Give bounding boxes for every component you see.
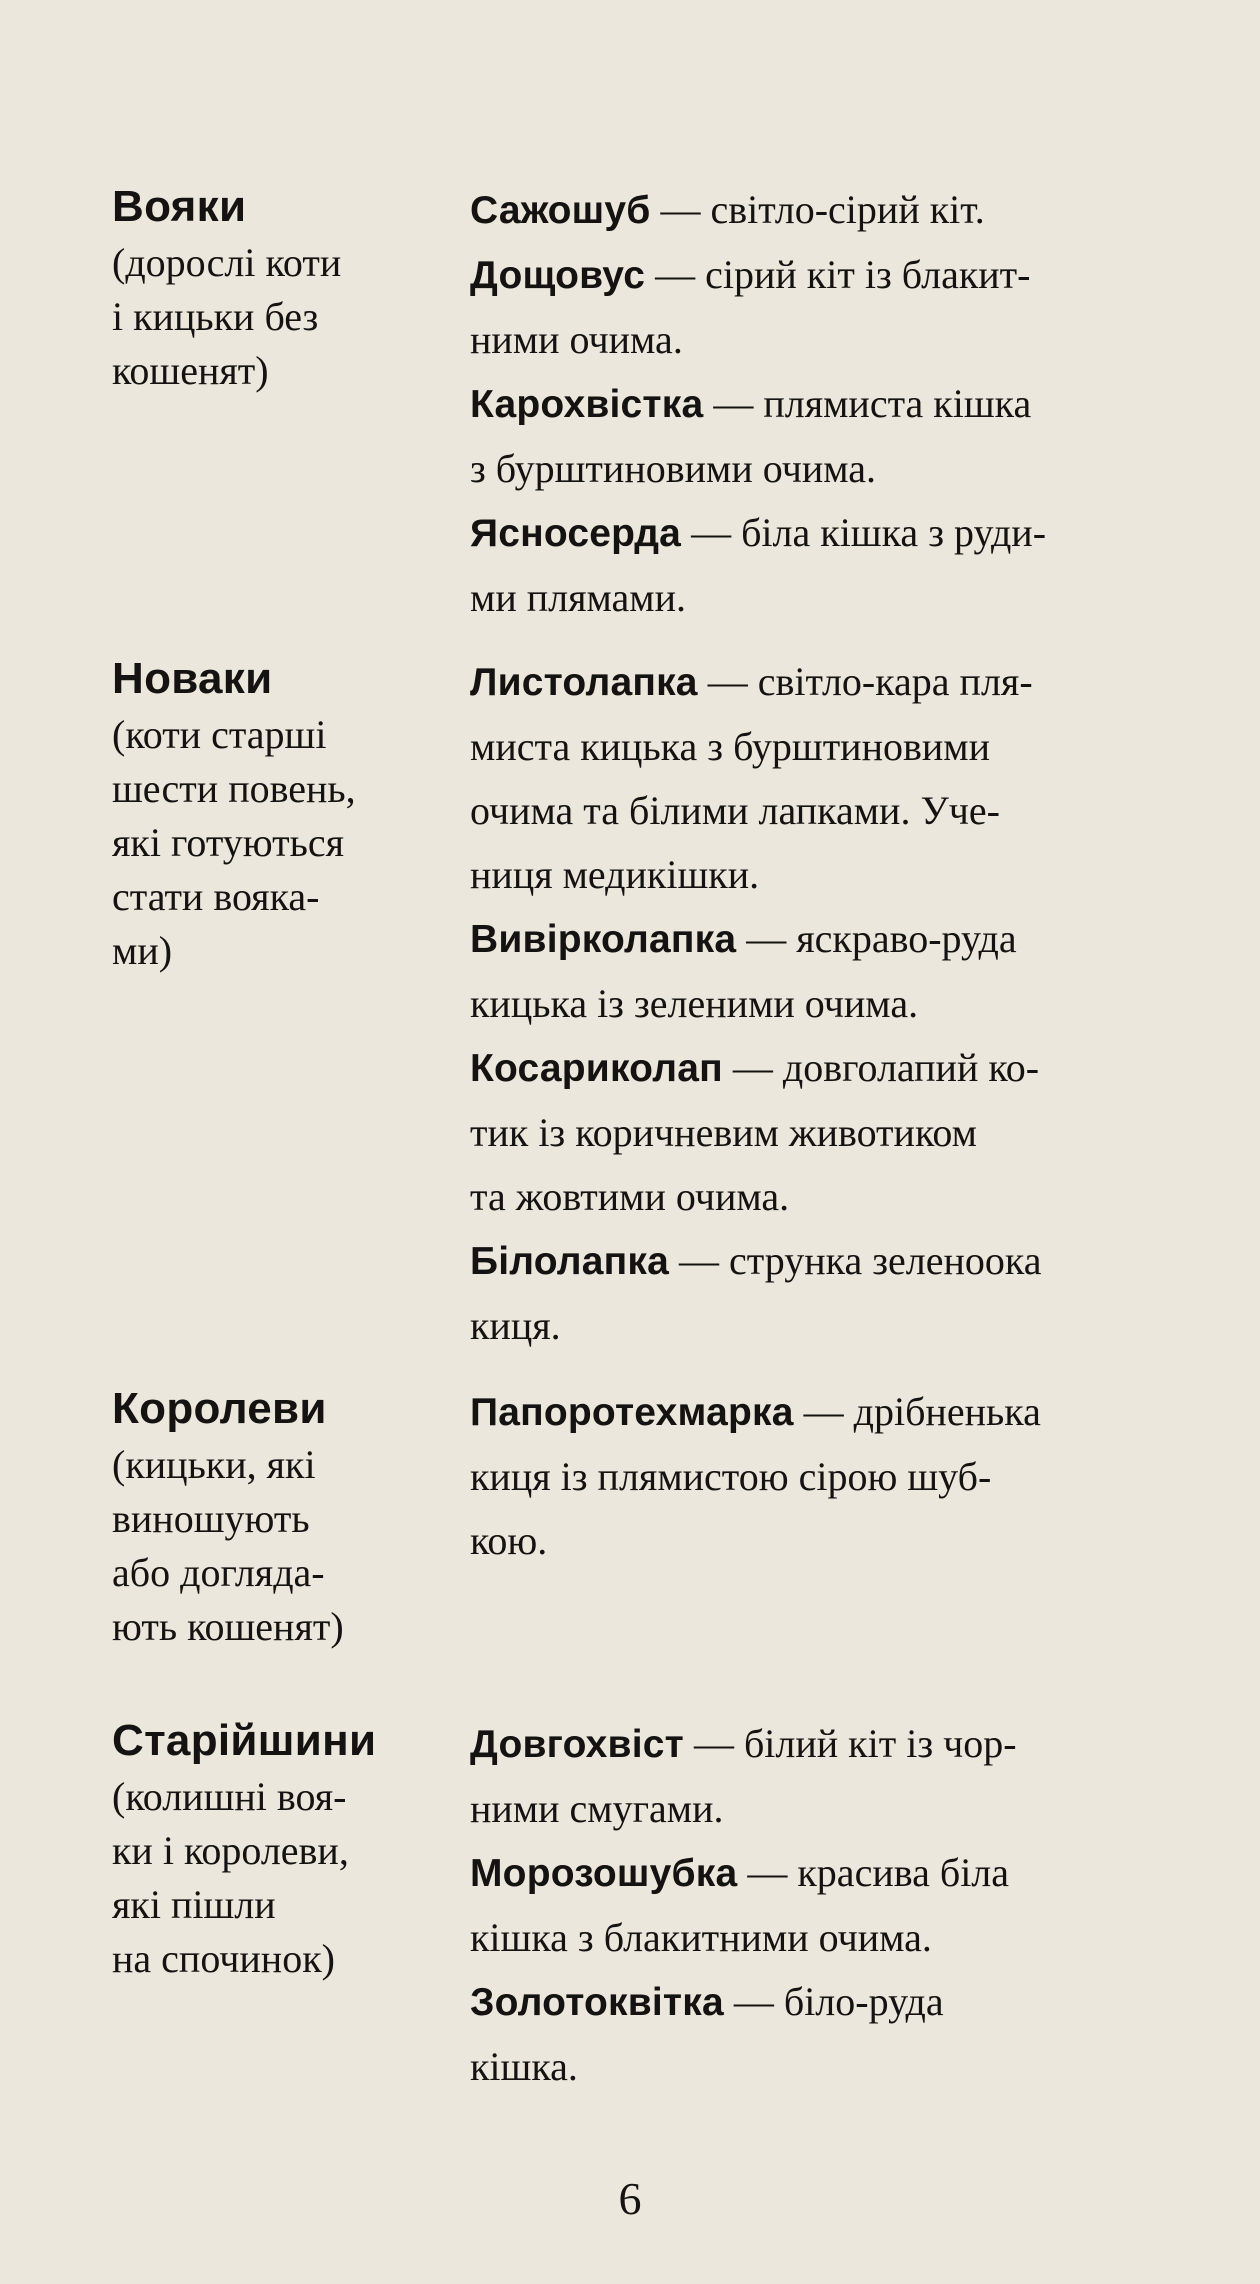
rank-description: (колишні воя- ки і королеви, які пішли на спочинок) — [112, 1774, 349, 1981]
cat-name: Косариколап — [470, 1047, 723, 1090]
cat-list — [470, 178, 1200, 630]
cat-name: Ясносерда — [470, 512, 682, 555]
cat-entry: Сажошуб — світло-сірий кіт. — [470, 187, 985, 232]
rank-title: Новаки — [112, 654, 273, 703]
cat-name: Довгохвіст — [470, 1723, 684, 1766]
rank-title: Старійшини — [112, 1716, 377, 1765]
cat-entry: Ясносерда — біла кішка з руди- ми плямами. — [470, 510, 1047, 620]
cat-entry: Золотоквітка — біло-руда кішка. — [470, 1979, 944, 2089]
cat-name: Папоротехмарка — [470, 1391, 794, 1434]
rank-column — [112, 650, 412, 978]
rank-description: (коти старші шести повень, які готуються стати вояка- ми) — [112, 712, 356, 973]
cat-name: Білолапка — [470, 1240, 670, 1283]
rank-title: Вояки — [112, 182, 247, 231]
rank-column — [112, 1712, 412, 1986]
cat-list — [470, 650, 1200, 1358]
cat-entry: Косариколап — довголапий ко- тик із коричневим животиком та жовтими очима. — [470, 1045, 1040, 1219]
cat-entry: Дощовус — сірий кіт із блакит- ними очима. — [470, 252, 1031, 362]
cat-name: Морозошубка — [470, 1852, 738, 1895]
cat-entry: Карохвістка — плямиста кішка з бурштиновими очима. — [470, 381, 1032, 491]
cat-entry: Вивірколапка — яскраво-руда кицька із зеленими очима. — [470, 916, 1017, 1026]
cat-name: Карохвістка — [470, 383, 704, 426]
rank-description: (дорослі коти і кицьки без кошенят) — [112, 240, 342, 393]
cat-entry: Білолапка — струнка зеленоока киця. — [470, 1238, 1042, 1348]
cat-name: Вивірколапка — [470, 918, 737, 961]
rank-column — [112, 1380, 412, 1654]
rank-description: (кицьки, які виношують або догляда- ють кошенят) — [112, 1442, 344, 1649]
rank-column — [112, 178, 412, 398]
cat-entry: Довгохвіст — білий кіт із чор- ними смугами. — [470, 1721, 1017, 1831]
cat-entry: Листолапка — світло-кара пля- миста кицька з бурштиновими очима та білими лапками. Уче- ниця медикішки. — [470, 659, 1033, 897]
cat-entry: Морозошубка — красива біла кішка з блакитними очима. — [470, 1850, 1010, 1960]
cat-name: Золотоквітка — [470, 1981, 724, 2024]
cat-list — [470, 1380, 1200, 1573]
cat-list — [470, 1712, 1200, 2099]
cat-name: Дощовус — [470, 254, 646, 297]
cat-entry: Папоротехмарка — дрібненька киця із плямистою сірою шуб- кою. — [470, 1389, 1041, 1563]
page-number: 6 — [618, 2173, 642, 2224]
cat-name: Листолапка — [470, 661, 698, 704]
cat-name: Сажошуб — [470, 189, 651, 232]
rank-title: Королеви — [112, 1384, 327, 1433]
